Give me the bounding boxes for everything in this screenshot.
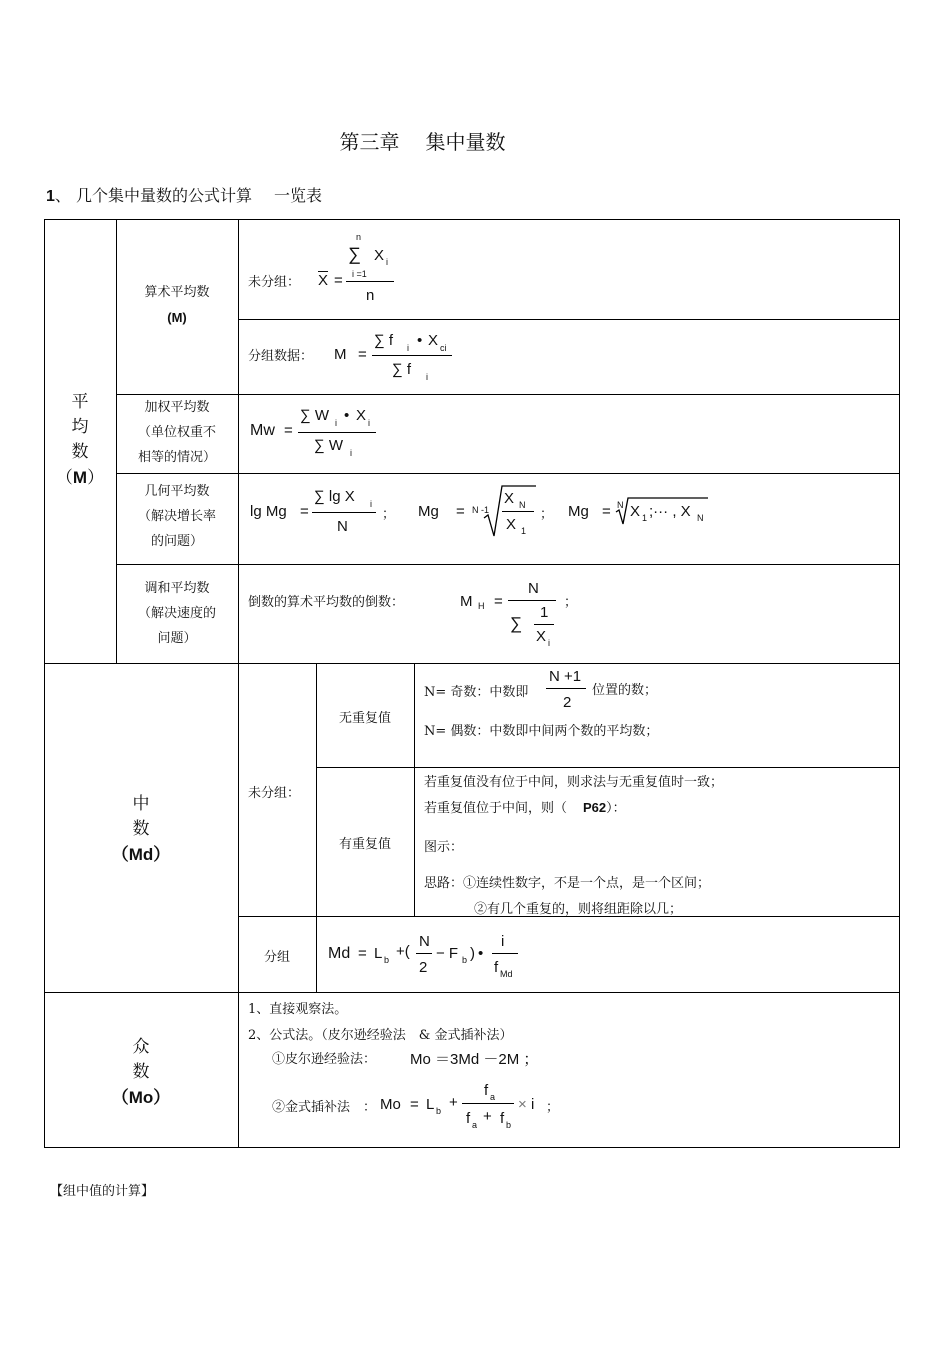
- group-midpoint-heading: 【组中值的计算】: [50, 1184, 155, 1199]
- thought-1: 思路：①连续性数字，不是一个点，是一个区间；: [424, 876, 711, 891]
- section-suffix: 一览表: [274, 186, 323, 205]
- harmonic-mean-label: 调和平均数 （解决速度的 问题）: [137, 581, 216, 646]
- section-text: 、 几个集中量数的公式计算: [54, 186, 252, 205]
- no-repeat-even-rule: N= 偶数：中数即中间两个数的平均数；: [424, 724, 659, 739]
- section-number: 1: [46, 188, 55, 205]
- mode-group-label: 众 数 （Mo）: [111, 1037, 171, 1107]
- median-group-label: 中 数 （Md）: [111, 794, 171, 864]
- ungrouped-label: 未分组：: [248, 275, 301, 290]
- geometric-mean-label: 几何平均数 （解决增长率 的问题）: [137, 484, 216, 549]
- king-label: ②金式插补法 ：: [272, 1100, 377, 1115]
- repeat-rule-2: 若重复值位于中间，则（ P62）：: [424, 800, 626, 816]
- chapter-name: 集中量数: [425, 130, 506, 154]
- chapter-number: 第三章: [339, 130, 400, 154]
- pearson-formula: Mo ＝3Md －2M ；: [410, 1051, 539, 1068]
- thought-2: ②有几个重复的，则将组距除以几；: [474, 902, 683, 917]
- grouped-data-label: 分组数据：: [248, 349, 314, 364]
- repeat-label: 有重复值: [338, 837, 391, 852]
- mean-group-label: 平 均 数 （M）: [55, 392, 105, 488]
- pearson-label: ①皮尔逊经验法：: [272, 1052, 377, 1067]
- no-repeat-label: 无重复值: [338, 711, 391, 726]
- harmonic-description: 倒数的算术平均数的倒数：: [248, 595, 405, 610]
- weighted-mean-label: 加权平均数 （单位权重不 相等的情况）: [137, 400, 216, 465]
- arithmetic-mean-label: 算术平均数 (M): [144, 285, 210, 325]
- section-heading: [46, 183, 322, 206]
- mode-method-2: 2、公式法。（皮尔逊经验法 & 金式插补法）: [248, 1028, 513, 1043]
- page-title: [0, 126, 845, 155]
- mode-method-1: 1、直接观察法。: [248, 1002, 348, 1017]
- repeat-rule-1: 若重复值没有位于中间，则求法与无重复值时一致；: [424, 775, 724, 790]
- median-ungrouped-label: 未分组：: [248, 786, 301, 801]
- median-grouped-label: 分组: [263, 950, 290, 965]
- diagram-label: 图示：: [424, 840, 464, 855]
